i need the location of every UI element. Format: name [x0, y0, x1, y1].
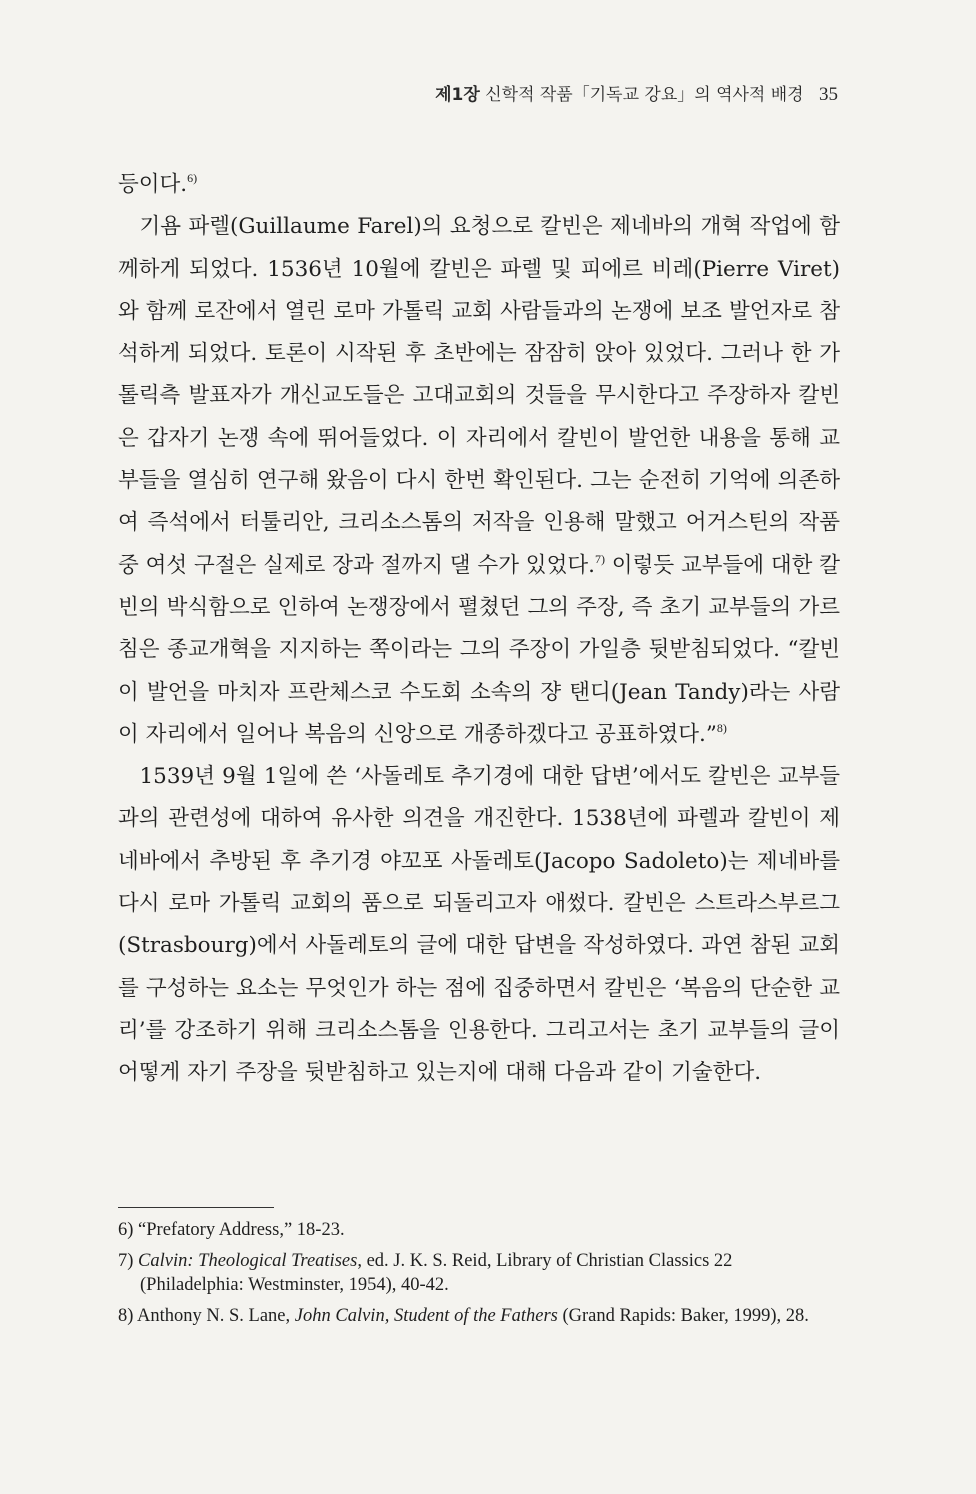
footnote-title: John Calvin, Student of the Fathers	[294, 1306, 558, 1326]
footnote-divider	[118, 1207, 274, 1208]
footnote-number: 6)	[118, 1220, 134, 1240]
footnotes	[118, 1218, 840, 1335]
footnote-7	[118, 1249, 840, 1297]
body-text	[118, 164, 840, 1095]
chapter-label: 제1장	[435, 85, 480, 105]
footnote-text: Anthony N. S. Lane,	[133, 1306, 295, 1326]
page-number: 35	[819, 84, 838, 105]
footnote-number: 8)	[118, 1306, 134, 1326]
chapter-title: 신학적 작품「기독교 강요」의 역사적 배경	[485, 85, 804, 105]
paragraph-1	[118, 164, 840, 206]
footnote-6	[118, 1218, 840, 1242]
footnote-ref: 7)	[594, 551, 605, 566]
running-header	[120, 80, 838, 106]
paragraph-text: 등이다.	[118, 172, 188, 197]
footnote-text: , ed. J. K. S. Reid, Library of Christian Classics 22 (Philadelphia: Westminster, 1954), 40-42.	[140, 1251, 733, 1295]
paragraph-text: 이렇듯 교부들에 대한 칼빈의 박식함으로 인하여 논쟁장에서 펼쳤던 그의 주장, 즉 초기 교부들의 가르침은 종교개혁을 지지하는 쪽이라는 그의 주장이 가일층 뒷받침되었다. “칼빈이 발언을 마치자 프란체스코 수도회 소속의 쟝 탠디(Jean Tandy)라는 사람이 자리에서 일어나 복음의 신앙으로 개종하겠다고 공표하였다.”	[118, 552, 841, 747]
footnote-ref: 8)	[716, 720, 727, 735]
footnote-number: 7)	[118, 1251, 134, 1271]
paragraph-text: 기욤 파렐(Guillaume Farel)의 요청으로 칼빈은 제네바의 개혁 작업에 함께하게 되었다. 1536년 10월에 칼빈은 파렐 및 피에르 비레(Pierre Viret)와 함께 로잔에서 열린 로마 가톨릭 교회 사람들과의 논쟁에 보조 발언자로 참석하게 되었다. 토론이 시작된 후 초반에는 잠잠히 앉아 있었다. 그러나 한 가톨릭측 발표자가 개신교도들은 고대교회의 것들을 무시한다고 주장하자 칼빈은 갑자기 논쟁 속에 뛰어들었다. 이 자리에서 칼빈이 발언한 내용을 통해 교부들을 열심히 연구해 왔음이 다시 한번 확인된다. 그는 순전히 기억에 의존하여 즉석에서 터툴리안, 크리소스톰의 저작을 인용해 말했고 어거스틴의 작품 중 여섯 구절은 실제로 장과 절까지 댈 수가 있었다.	[118, 214, 840, 578]
footnote-text: “Prefatory Address,” 18-23.	[133, 1220, 345, 1240]
paragraph-2	[118, 206, 840, 756]
paragraph-3: 1539년 9월 1일에 쓴 ‘사돌레토 추기경에 대한 답변’에서도 칼빈은 교부들과의 관련성에 대하여 유사한 의견을 개진한다. 1538년에 파렐과 칼빈이 제네바에서 추방된 후 추기경 야꼬포 사돌레토(Jacopo Sadoleto)는 제네바를 다시 로마 가톨릭 교회의 품으로 되돌리고자 애썼다. 칼빈은 스트라스부르그(Strasbourg)에서 사돌레토의 글에 대한 답변을 작성하였다. 과연 참된 교회를 구성하는 요소는 무엇인가 하는 점에 집중하면서 칼빈은 ‘복음의 단순한 교리’를 강조하기 위해 크리소스톰을 인용한다. 그리고서는 초기 교부들의 글이 어떻게 자기 주장을 뒷받침하고 있는지에 대해 다음과 같이 기술한다.	[118, 764, 840, 1086]
footnote-title: Calvin: Theological Treatises	[138, 1251, 358, 1271]
footnote-ref: 6)	[187, 171, 198, 185]
footnote-8	[118, 1304, 840, 1328]
footnote-text: (Grand Rapids: Baker, 1999), 28.	[557, 1306, 809, 1326]
